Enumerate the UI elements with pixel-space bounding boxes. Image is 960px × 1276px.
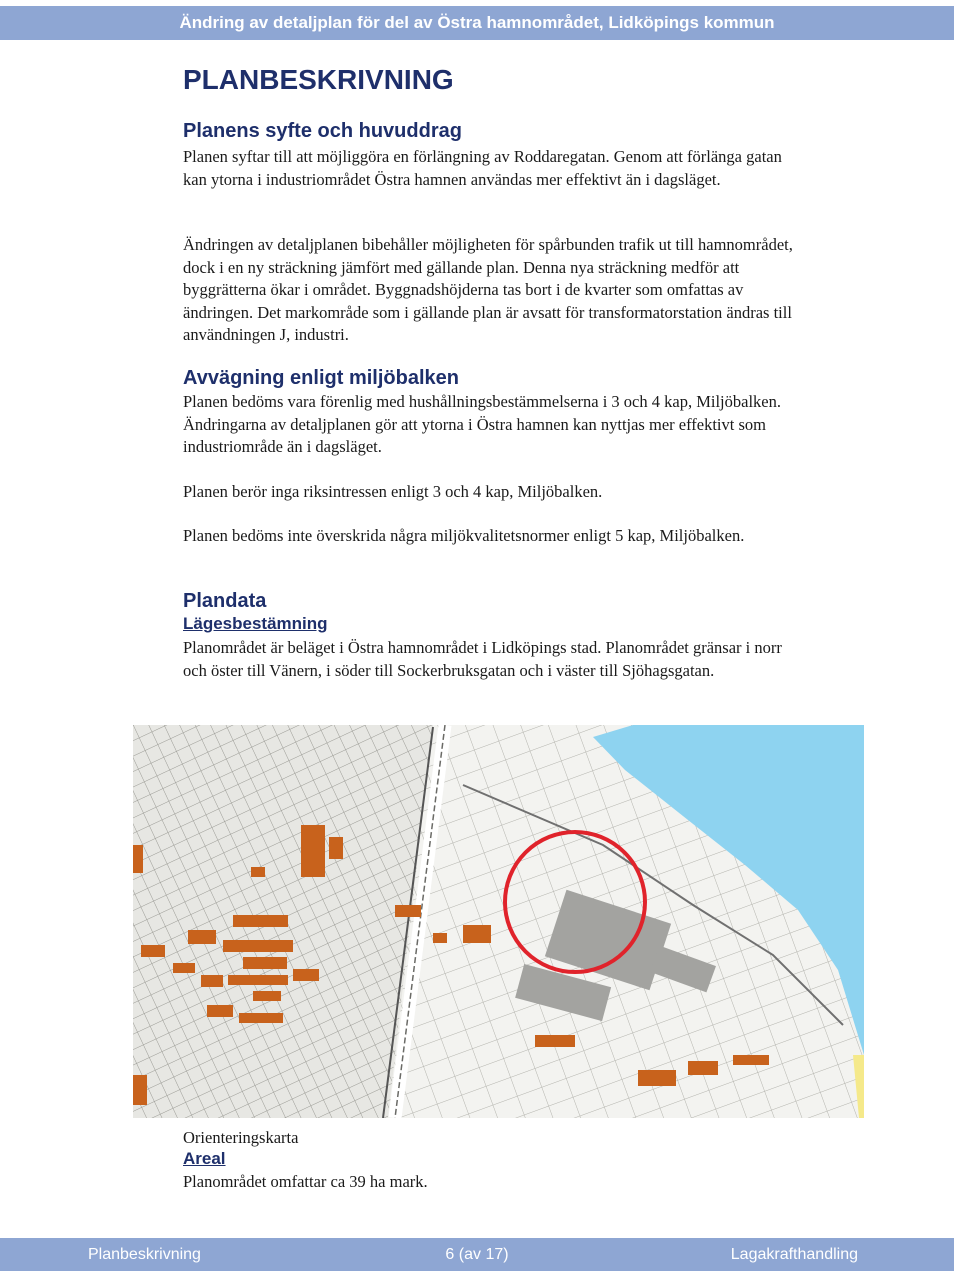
heading-miljobalken: Avvägning enligt miljöbalken bbox=[183, 367, 459, 389]
heading-plandata: Plandata bbox=[183, 590, 267, 612]
paragraph-miljobalken-1: Planen bedöms vara förenlig med hushållningsbestämmelserna i 3 och 4 kap, Miljöbalken. Ändringarna av detaljplanen gör att ytorna i Östra hamnen kan nyttjas mer effektivt som industriområde än i dagsläget. bbox=[183, 392, 781, 456]
map-caption: Orienteringskarta bbox=[183, 1128, 299, 1147]
footer-right: Lagakrafthandling bbox=[730, 1246, 858, 1263]
paragraph-miljobalken-2: Planen berör inga riksintressen enligt 3 och 4 kap, Miljöbalken. bbox=[183, 482, 603, 501]
orientation-map bbox=[133, 725, 864, 1118]
header-title: Ändring av detaljplan för del av Östra hamnområdet, Lidköpings kommun bbox=[179, 13, 775, 32]
heading-lagesbestamning: Lägesbestämning bbox=[183, 614, 328, 633]
heading-areal: Areal bbox=[183, 1149, 226, 1168]
paragraph-lagesbestamning: Planområdet är beläget i Östra hamnområdet i Lidköpings stad. Planområdet gränsar i norr och öster till Vänern, i söder till Sockerbruksgatan och i väster till Sjöhagsgatan. bbox=[183, 638, 782, 680]
document-title: PLANBESKRIVNING bbox=[183, 64, 454, 95]
heading-syfte: Planens syfte och huvuddrag bbox=[183, 120, 462, 142]
paragraph-miljobalken-3: Planen bedöms inte överskrida några miljökvalitetsnormer enligt 5 kap, Miljöbalken. bbox=[183, 526, 745, 545]
page-footer bbox=[0, 1238, 954, 1271]
footer-page-number: 6 (av 17) bbox=[445, 1246, 509, 1263]
paragraph-syfte-2: Ändringen av detaljplanen bibehåller möjligheten för spårbunden trafik ut till hamnområdet, dock i en ny sträckning jämfört med gällande plan. Denna nya sträckning medför att byggrätterna ökar i området. Byggnadshöjderna tas bort i de kvarter som omfattas av ändringen. Det markområde som i gällande plan är avsatt för transformatorstation ändras till användningen J, industri. bbox=[183, 235, 793, 344]
footer-left: Planbeskrivning bbox=[88, 1246, 201, 1263]
paragraph-syfte-1: Planen syftar till att möjliggöra en förlängning av Roddaregatan. Genom att förlänga gatan kan ytorna i industriområdet Östra hamnen användas mer effektivt än i dagsläget. bbox=[183, 147, 782, 189]
paragraph-areal: Planområdet omfattar ca 39 ha mark. bbox=[183, 1172, 428, 1191]
page-header bbox=[0, 6, 954, 40]
